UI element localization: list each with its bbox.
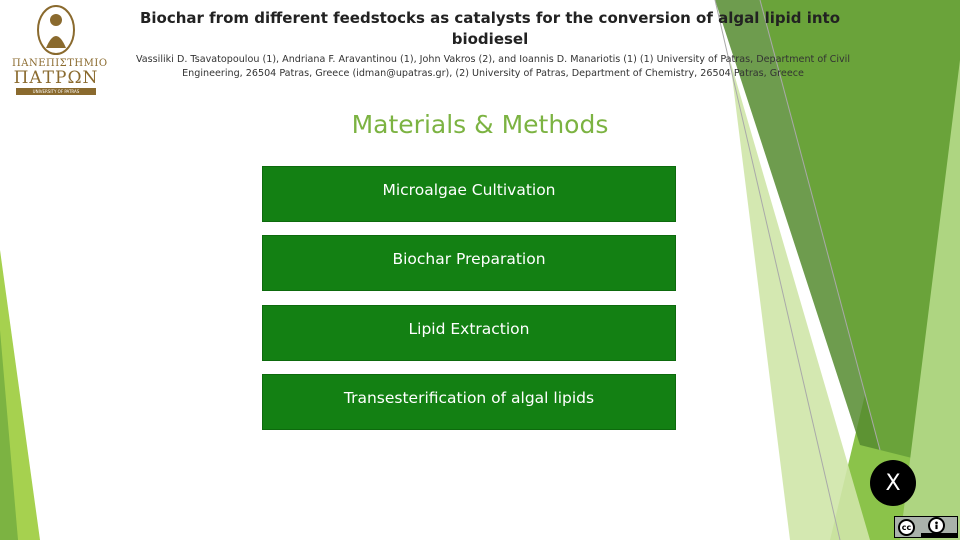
logo-text-line2: ΠΑΤΡΩΝ xyxy=(13,68,99,88)
step-label: Transesterification of algal lipids xyxy=(343,389,595,407)
cc-icon xyxy=(898,519,915,536)
step-label: Microalgae Cultivation xyxy=(382,181,556,199)
step-label: Biochar Preparation xyxy=(392,250,546,268)
person-icon xyxy=(932,521,941,530)
by-icon xyxy=(928,517,945,534)
logo-band: UNIVERSITY OF PATRAS xyxy=(16,88,96,95)
step-biochar-preparation[interactable] xyxy=(262,235,676,291)
university-logo xyxy=(12,4,108,94)
logo-text-line1: ΠΑΝΕΠΙΣΤΗΜΙΟ xyxy=(12,58,108,69)
close-button[interactable] xyxy=(870,460,916,506)
authors-affiliations: Vassiliki D. Tsavatopoulou (1), Andriana F. Aravantinou (1), John Vakros (2), and Ioannis D. Manariotis (1) (1) University of Patras, Department of Civil Engineering, 26504 Patras, Greece (idman@upatras.gr), (2) University of Patras, Department of Chemistry, 26504 Patras, Greece xyxy=(135,54,851,79)
cc-label: cc xyxy=(901,523,912,532)
close-label: X xyxy=(885,470,901,496)
by-strip xyxy=(921,533,957,538)
step-microalgae-cultivation[interactable] xyxy=(262,166,676,222)
license-badge xyxy=(894,516,958,538)
seal-icon xyxy=(36,4,76,56)
section-heading: Materials & Methods xyxy=(351,110,609,139)
step-transesterification[interactable] xyxy=(262,374,676,430)
step-lipid-extraction[interactable] xyxy=(262,305,676,361)
poster-title: Biochar from different feedstocks as catalysts for the conversion of algal lipid into biodiesel xyxy=(139,9,841,48)
step-label: Lipid Extraction xyxy=(408,320,530,338)
